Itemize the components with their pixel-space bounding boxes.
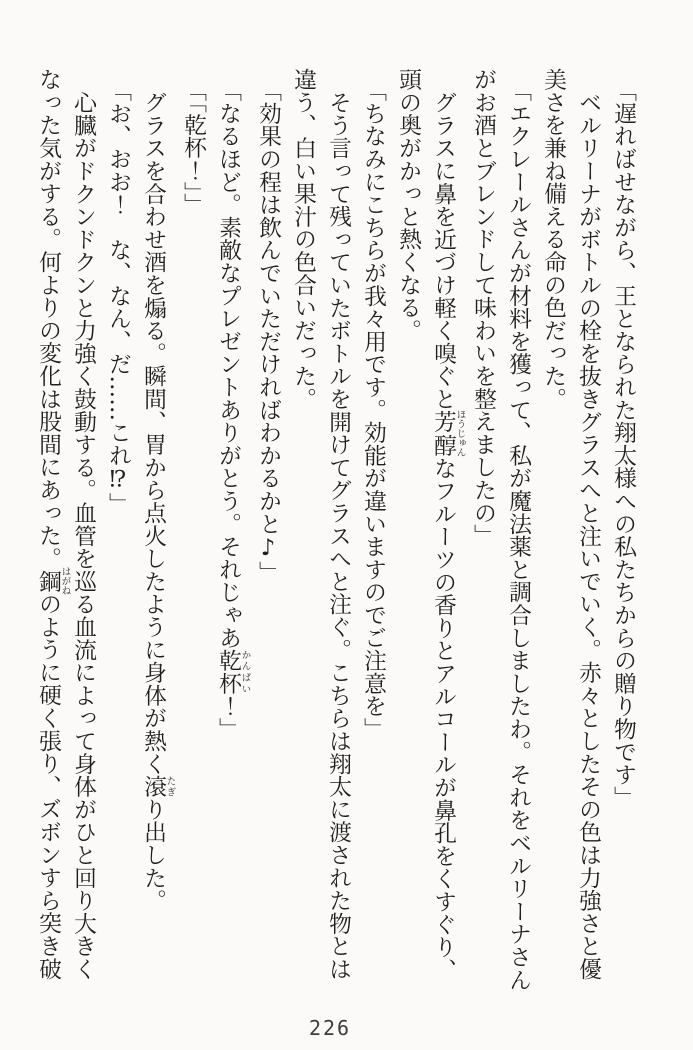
paragraph-narration: グラスを合わせ酒を煽る。瞬間、胃から点火したように身体が熱く滾たぎり出した。 (140, 90, 176, 912)
furigana-annotated-word: 乾杯かんぱい (215, 649, 251, 695)
paragraph-narration: 心臓がドクンドクンと力強く鼓動する。血管を巡る血流によって身体がひと回り大きくなった気がする。何よりの変化は股間にあった。鋼はがねのように硬く張り、ズボンすら突き破 (35, 68, 96, 981)
paragraph-dialogue: 「エクレールさんが材料を獲って、私が魔法薬と調合しましたわ。それをベルリーナさんがお酒とブレンドして味わいを整えましたの」 (470, 68, 531, 992)
paragraph-narration: ベルリーナがボトルの栓を抜きグラスへと注いでいく。赤々としたその色は力強さと優美さを兼ね備える命の色だった。 (540, 68, 601, 980)
paragraph-dialogue: 「なるほど。素敵なプレゼントありがとう。それじゃあ乾杯かんぱい！」 (215, 79, 251, 741)
furigana-annotated-word: 芳醇ほうじゅん (430, 409, 466, 458)
furigana-annotated-word: 鋼はがね (35, 566, 71, 596)
paragraph-dialogue: 「ちなみにこちらが我々用です。効能が違いますのでご注意を」 (360, 79, 386, 741)
paragraph-dialogue: 「効果の程は飲んでいただければわかるかと♪」 (255, 79, 281, 585)
page-number: 226 (308, 1016, 352, 1040)
paragraph-dialogue: 「遅ればせながら、王となられた翔太様への私たちからの贈り物です」 (610, 79, 636, 809)
paragraph-narration: そう言って残っていたボトルを開けてグラスへと注ぐ。こちらは翔太に渡された物とは違う、白い果汁の色合いだった。 (290, 68, 351, 980)
furigana-annotated-word: 滾たぎ (140, 774, 176, 798)
paragraph-dialogue: 「「乾杯！」」 (180, 79, 206, 217)
text-block (30, 68, 640, 992)
paragraph-dialogue: 「お、おお！ な、なん、だ……これ⁉」 (105, 79, 131, 516)
paragraph-narration: グラスに鼻を近づけ軽く嗅ぐと芳醇ほうじゅんなフルーツの香りとアルコールが鼻孔をくすぐり、頭の奥がかっと熱くなる。 (395, 68, 466, 981)
